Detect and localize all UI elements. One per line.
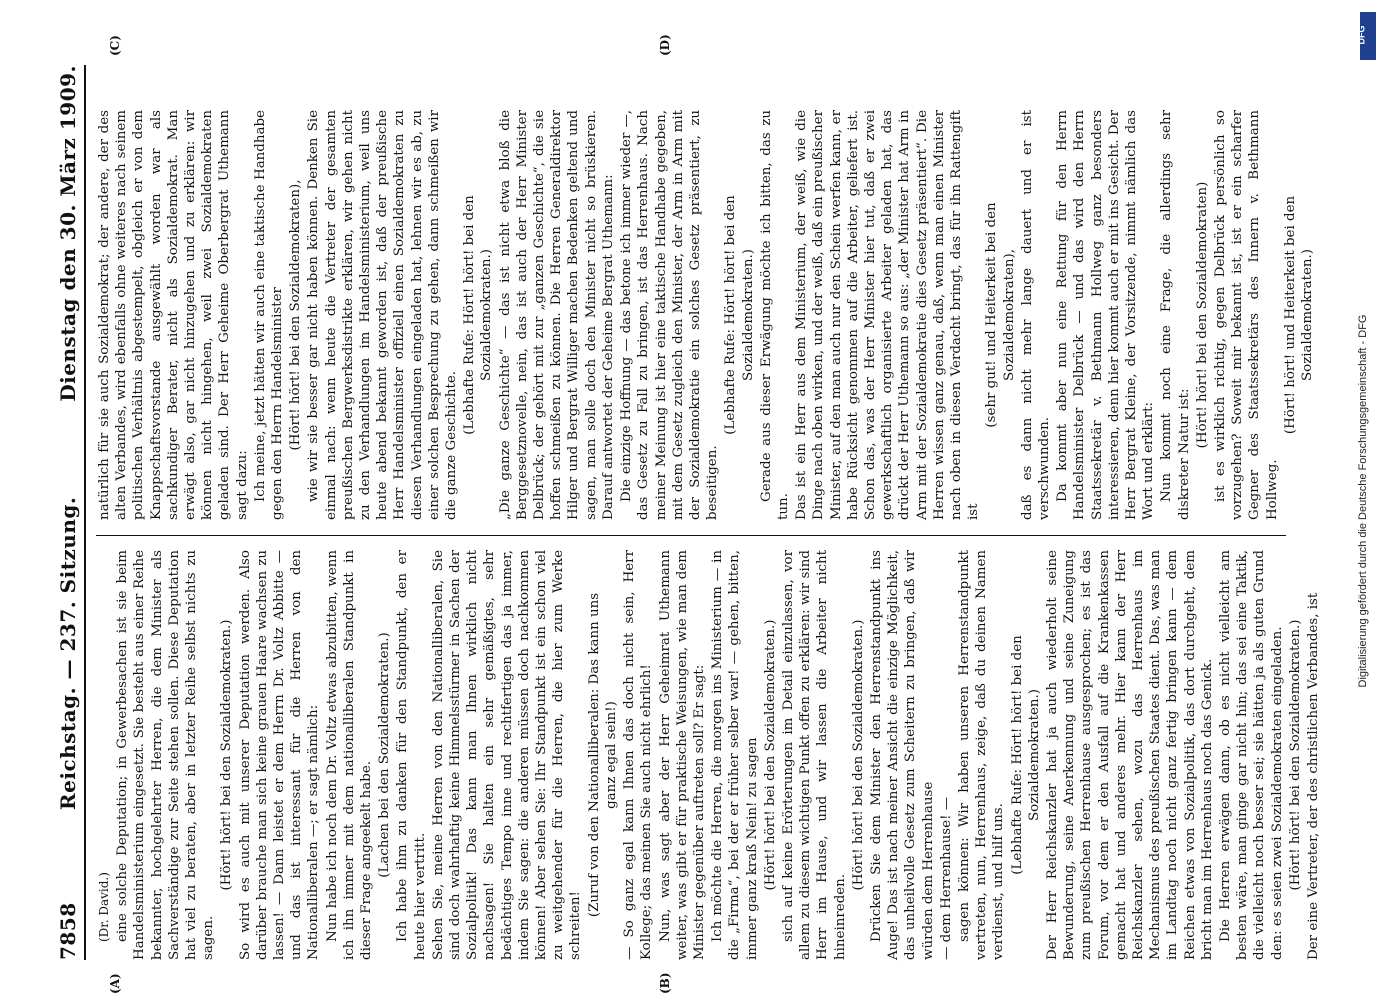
interjection: (Hört! hört! und Heiterkeit bei den Sozialdemokraten.) [1282, 195, 1316, 435]
interjection: (Lachen bei den Sozialdemokraten.) [377, 632, 393, 878]
paragraph: Die Herren erwägen dann, ob es nicht vielleicht am besten wäre, man ginge gar nicht hin; das sei eine Taktik, die vielleicht noch besser sei; sie hätten ja als guten Grund den: es seien zwei Sozialdemokraten eingeladen. [1218, 550, 1285, 960]
paragraph: Die einzige Hoffnung — das betone ich immer wieder —, das Gesetz zu Fall zu bringen, ist das Herrenhaus. Nach meiner Meinung ist hier eine taktische Handhabe gegeben, mit dem Gesetz zugleich den Minister, der Arm in Arm mit der Sozialdemokratie ein solches Gesetz präsentiert, zu beseitigen. [619, 110, 721, 520]
paragraph: „Die ganze Geschichte“ — das ist nicht etwa bloß die Berggesetznovelle, nein, das ist auch der Herr Minister Delbrück; der gehört mit zur „ganzen Geschichte“, die sie hoffen schmeißen zu können. Die Herren Generaldirektor Hilger und Bergrat Williger machen Bedenken geltend und sagen, man solle doch den Minister nicht so brüskieren. Darauf antwortet der Geheime Bergrat Uthemann: [497, 110, 616, 520]
paragraph: Da kommt aber nun eine Rettung für den Herrn Handelsminister Delbrück — und das wird den Herrn Staatssekretär v. Bethmann Hollweg ganz besonders interessieren, denn hier kommt auch er mit ins Gesicht. Der Herr Bergrat Kleine, der Vorsitzende, nimmt nämlich das Wort und erklärt: [1055, 110, 1157, 520]
paragraph: Nun, was sagt aber der Herr Geheimrat Uthemann weiter, was gibt er für praktische Weisungen, wie man dem Minister gegenüber auftreten soll? Er sagt: [657, 550, 707, 960]
paragraph: natürlich für sie auch Sozialdemokrat; der andere, der des alten Verbandes, wird ebenfalls ohne weiteres nach seinem politischen Verhältnis abgestempelt, obgleich er von dem Knappschaftsvorstande ausgewählt worden war als sachkundiger Berater, nicht als Sozialdemokrat. Man erwägt also, gar nicht hinzugehen und zu erklären: wir können nicht hingehen, weil zwei Sozialdemokraten geladen sind. Der Herr Geheime Oberbergrat Uthemann sagt dazu: [97, 110, 250, 520]
paragraph: ist es wirklich richtig, gegen Delbrück persönlich so vorzugehen? Soweit mir bekannt ist, ist er ein scharfer Gegner des Staatssekretärs des Innern v. Bethmann Hollweg. [1213, 110, 1280, 520]
interjection: (Hört! hört! bei den Sozialdemokraten.) [850, 619, 866, 891]
interjection: (Hört! hört! bei den Sozialdemokraten.) [1287, 619, 1303, 891]
interjection: (Lebhafte Rufe: Hört! hört! bei den Sozialdemokraten.) [1009, 635, 1042, 875]
page-title: Reichstag. — 237. Sitzung. [56, 496, 80, 810]
interjection: (Zuruf von den Nationalliberalen: Das kann uns ganz egal sein!) [586, 592, 619, 918]
paragraph: Gerade aus dieser Erwägung möchte ich bitten, das zu tun. [758, 110, 791, 520]
paragraph: sich auf keine Erörterungen im Detail einzulassen, vor allem zu diesem wichtigen Punkt offen zu erklären: wir sind Herr im Hause, und wir lassen die Arbeiter nicht hineinreden. [780, 550, 848, 960]
header-rule [84, 65, 86, 960]
dfg-logo-text: DFG [1356, 25, 1367, 45]
paragraph: Das ist ein Herr aus dem Ministerium, der weiß, wie die Dinge nach oben wirken, und der weiß, daß ein preußischer Minister, auf den man auch nur den Schein werfen kann, er habe Rücksicht genommen auf die Arbeiter, geliefert ist. Schon das, was der Herr Minister hier tut, daß er zwei gewerkschaftlich organisierte Arbeiter geladen hat, das drückt der Herr Uthemann so aus: „der Minister hat Arm in Arm mit der Sozialdemokratie dies Gesetz präsentiert“. Die Herren wissen ganz genau, daß, wenn man einen Minister nach oben in diesen Verdacht bringt, das für ihn Rattengift ist [794, 110, 982, 520]
right-text-column [96, 110, 1316, 520]
paragraph: Der Herr Reichskanzler hat ja auch wiederholt seine Bewunderung, seine Anerkennung und seine Zuneigung zum preußischen Herrenhause ausgesprochen; es ist das Forum, vor dem er den Ausfall auf die Krankenkassen gemacht hat und anderes mehr. Hier kann der Herr Reichskanzler sehen, wozu das Herrenhaus im Mechanismus des preußischen Staates dient. Das, was man im Landtag noch nicht ganz fertig bringen kann — dem Reichen etwas von Sozialpolitik, das dort durchgeht, dem bricht man im Herrenhaus noch das Genick. [1044, 550, 1215, 960]
column-rule [96, 535, 1286, 536]
paragraph: sagen können: Wir haben unseren Herrenstandpunkt vertreten, nun, Herrenhaus, zeige, daß du deinen Namen verdienst, und hilf uns. [956, 550, 1007, 960]
interjection: (Hört! hört! bei den Sozialdemokraten.) [762, 619, 778, 891]
dfg-sidebar [1356, 12, 1378, 992]
page-number: 7858 [56, 902, 80, 960]
digitization-credit: Digitalisierung gefördert durch die Deutsche Forschungsgemeinschaft - DFG [1357, 314, 1369, 688]
paragraph: eine solche Deputation; in Gewerbesachen ist sie beim Handelsministerium eingesetzt. Sie besteht aus einer Reihe bekannter, hochgelehrter Herren, die dem Minister als Sachverständige zur Seite stehen sollen. Diese Deputation hat viel zu beraten, aber in letzter Reihe selbst nichts zu sagen. [115, 550, 217, 960]
margin-mark-d: (D) [658, 34, 672, 56]
paragraph: — So ganz egal kann Ihnen das doch nicht sein, Herr Kollege; das meinen Sie auch nicht ehrlich! [622, 550, 655, 960]
margin-mark-a: (A) [108, 973, 122, 994]
session-date: Dienstag den 30. März 1909. [56, 65, 80, 402]
paragraph: daß es dann nicht mehr lange dauert und er ist verschwunden. [1019, 110, 1052, 520]
interjection: (Lebhafte Rufe: Hört! hört! bei den Sozialdemokraten.) [462, 195, 495, 435]
paragraph: So wird es auch mit unserer Deputation werden. Also darüber brauche man sich keine grauen Haare wachsen zu lassen! — Dann leistet er dem Herrn Dr. Voltz Abbitte — und das ist interessant für die Herren von den Nationalliberalen —; er sagt nämlich: [237, 550, 322, 960]
paragraph: Ich meine, jetzt hätten wir auch eine taktische Handhabe gegen den Herrn Handelsminister [252, 110, 286, 520]
paragraph: Ich möchte die Herren, die morgen ins Ministerium — in die „Firma“, bei der er früher selber war! — gehen, bitten, immer ganz kraß Nein! zu sagen [710, 550, 760, 960]
rotated-page [48, 34, 1322, 994]
interjection: (Lebhafte Rufe: Hört! hört! bei den Sozialdemokraten.) [723, 195, 756, 435]
interjection: (Hört! hört! bei den Sozialdemokraten), [288, 179, 304, 451]
paragraph: Nun kommt noch eine Frage, die allerdings sehr diskreter Natur ist: [1159, 110, 1192, 520]
paragraph: Nun habe ich noch dem Dr. Voltz etwas abzubitten, wenn ich ihn immer mit dem nationalliberalen Standpunkt in dieser Frage angeekelt habe. [324, 550, 375, 960]
interjection: (sehr gut! und Heiterkeit bei den Sozialdemokraten), [984, 202, 1017, 428]
paragraph: Drücken Sie dem Minister den Herrenstandpunkt ins Auge! Das ist nach meiner Ansicht die einzige Möglichkeit, das unheilvolle Gesetz zum Scheitern zu bringen, daß wir würden dem Herrenhause [868, 550, 936, 960]
margin-mark-b: (B) [658, 972, 672, 994]
paragraph: Der eine Vertreter, der des christlichen Verbandes, ist [1306, 592, 1322, 960]
paragraph: wie wir sie besser gar nicht haben können. Denken Sie einmal nach: wenn heute die Vertreter der gesamten preußischen Bergwerksdistrikte erklären, wir gehen nicht zu den Verhandlungen im Handelsministerium, weil uns heute abend bekannt geworden ist, daß der preußische Herr Handelsminister offiziell einen Sozialdemokraten zu diesen Verhandlungen eingeladen hat, lehnen wir es ab, zu einer solchen Besprechung zu gehen, dann schmeißen wir die ganze Geschichte. [306, 110, 460, 520]
margin-mark-c: (C) [108, 35, 122, 56]
interjection: (Hört! hört! bei den Sozialdemokraten.) [219, 619, 235, 891]
running-head [56, 65, 86, 960]
left-text-column [96, 550, 1322, 960]
paragraph: — dem Herrenhause! — [938, 796, 954, 960]
speaker-label: (Dr. David.) [97, 872, 111, 942]
interjection: (Hört! hört! bei den Sozialdemokraten) [1194, 181, 1210, 449]
paragraph: Ich habe ihm zu danken für den Standpunkt, den er heute hier vertritt. [395, 550, 428, 960]
paragraph: Sehen Sie, meine Herren von den Nationalliberalen, Sie sind doch wahrhaftig keine Himmelsstürmer in Sachen der Sozialpolitik! Das kann man Ihnen wirklich nicht nachsagen! Sie halten ein sehr gemäßigtes, sehr bedächtiges Tempo inne und rechtfertigen das ja immer, indem Sie sagen: die anderen müssen doch nachkommen können! Aber sehen Sie: Ihr Standpunkt ist ein schon viel zu weitgehender für die Herren, die hier zum Werke schreiten! [430, 550, 584, 960]
